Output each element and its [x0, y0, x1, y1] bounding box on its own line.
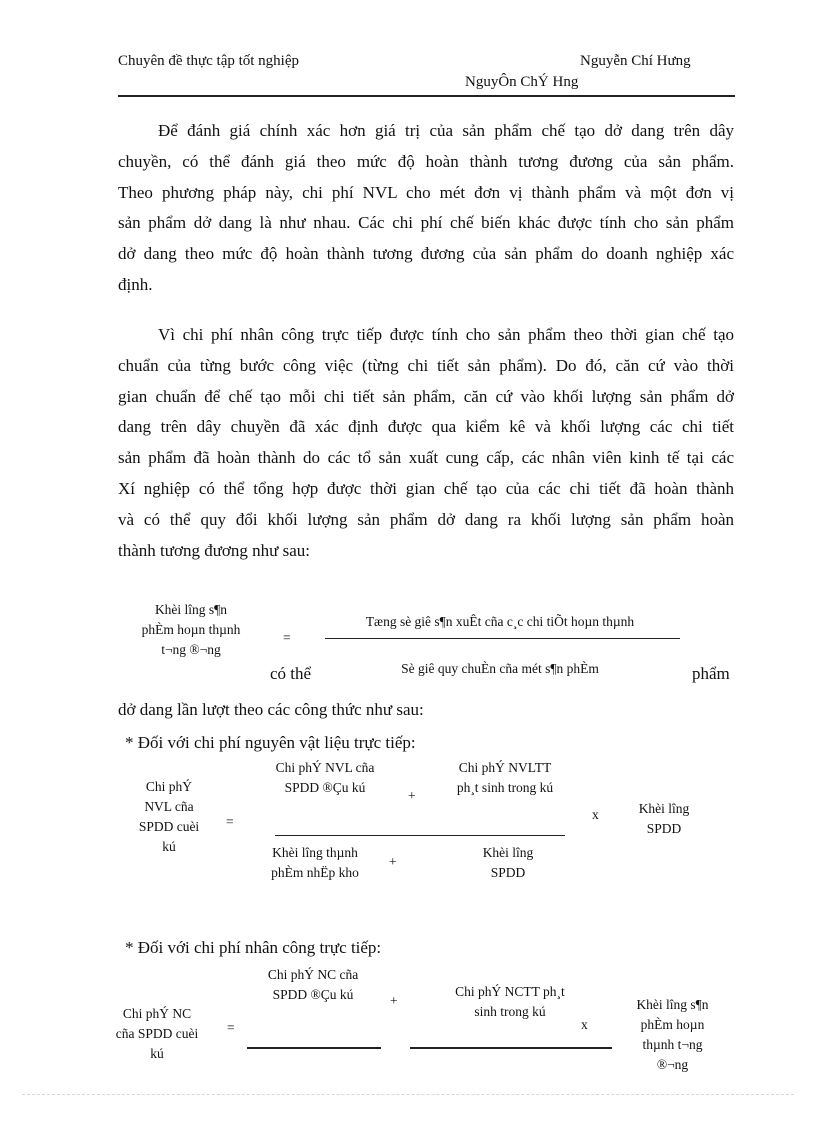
fraction-bar	[275, 835, 565, 836]
formula-text: Chi phÝ NVL cña	[275, 760, 375, 775]
header-left: Chuyên đề thực tập tốt nghiệp	[118, 53, 300, 69]
text-line: gian chuẩn để chế tạo mỗi chi tiết sản phẩm, căn cứ vào khối lượng sản phẩm dở	[118, 386, 734, 406]
formula2-plus-top: +	[408, 788, 416, 803]
fraction-bar	[410, 1047, 612, 1049]
text-line: Để đánh giá chính xác hơn giá trị của sản phẩm chế tạo dở dang trên dây	[158, 121, 734, 140]
formula3-lhs	[108, 1004, 206, 1064]
formula1-numerator: Tæng sè giê s¶n xuÊt cña c¸c chi tiÕt hoµn thµnh	[365, 614, 635, 629]
header-author-garbled: NguyÔn ChÝ Hng	[465, 74, 579, 90]
text-line: Xí nghiệp có thể tổng hợp được thời gian chế tạo của các chi tiết đã hoàn thành	[118, 478, 734, 498]
header-author: Nguyễn Chí Hưng	[580, 53, 691, 69]
formula-text: SPDD	[490, 865, 526, 880]
text-line: chuyền, có thể đánh giá theo mức độ hoàn thành tương đương của sản phẩm.	[118, 151, 734, 171]
formula-text: Chi phÝ NCTT ph¸t	[455, 984, 565, 999]
formula1-equals: =	[283, 630, 291, 645]
formula2-den-b	[460, 843, 556, 883]
formula3-plus-top: +	[390, 993, 398, 1008]
formula2-equals: =	[226, 814, 234, 829]
formula-text: SPDD cuèi	[138, 819, 200, 834]
header-rule	[118, 95, 735, 97]
formula3-num-a	[245, 965, 381, 1005]
formula-text: Khèi lîng	[638, 801, 690, 816]
formula-text: phÈm nhËp kho	[271, 865, 359, 880]
formula2-rhs	[625, 799, 703, 839]
text-line: chuẩn của từng bước công việc (từng chi tiết sản phẩm). Do đó, căn cứ vào thời	[118, 355, 734, 375]
text-line: thành tương đương như sau:	[118, 540, 310, 560]
formula-text: phÈm hoµn	[640, 1017, 705, 1032]
formula-text: Chi phÝ NVLTT	[458, 760, 552, 775]
section-title-materials: * Đối với chi phí nguyên vật liệu trực tiếp:	[125, 733, 416, 752]
formula-text: kú	[150, 1046, 164, 1061]
formula-text: thµnh t¬ng	[642, 1037, 703, 1052]
formula1-denominator: Sè giê quy chuÈn cña mét s¶n phÈm	[401, 661, 599, 676]
formula-text: SPDD ®Çu kú	[272, 987, 354, 1002]
text-line: Theo phương pháp này, chi phí NVL cho mét đơn vị thành phẩm và một đơn vị	[118, 182, 734, 202]
paragraph-1	[118, 116, 734, 301]
formula-text: NVL cña	[144, 799, 194, 814]
formula-text: SPDD ®Çu kú	[284, 780, 366, 795]
formula-text: Khèi lîng thµnh	[272, 845, 358, 860]
fraction-bar	[325, 638, 680, 639]
formula-text: cña SPDD cuèi	[115, 1026, 199, 1041]
fragment-pham: phẩm	[692, 664, 730, 683]
formula1-lhs	[122, 600, 260, 660]
formula-text: SPDD	[646, 821, 682, 836]
formula2-times: x	[592, 807, 599, 822]
formula-text: kú	[162, 839, 176, 854]
fragment-co-the: có thể	[270, 664, 312, 683]
text-line: sản phẩm đã hoàn thành do các tổ sản xuất cung cấp, các nhân viên kinh tế tại các	[118, 448, 734, 468]
text-line: Vì chi phí nhân công trực tiếp được tính cho sản phẩm theo thời gian chế tạo	[158, 325, 734, 344]
text-line: dở dang theo mức độ hoàn thành tương đương của sản phẩm do doanh nghiệp xác	[118, 244, 734, 264]
formula2-lhs	[124, 777, 214, 857]
formula2-plus-bottom: +	[389, 854, 397, 869]
text-line: định.	[118, 274, 153, 294]
paragraph-2	[118, 320, 734, 566]
formula3-num-b	[420, 982, 600, 1022]
formula-text: Khèi lîng s¶n	[154, 602, 228, 617]
formula2-num-a	[255, 758, 395, 798]
formula-text: Khèi lîng s¶n	[636, 997, 709, 1012]
formula-text: Chi phÝ	[145, 779, 193, 794]
page-bottom-rule	[22, 1094, 794, 1095]
text-line: dở dang lần lượt theo các công thức như sau:	[118, 700, 424, 719]
formula3-equals: =	[227, 1020, 235, 1035]
text-line: dang trên dây chuyền đã xác định được qua kiểm kê và khối lượng các chi tiết	[118, 417, 734, 437]
formula-text: sinh trong kú	[474, 1004, 546, 1019]
formula2-num-b	[435, 758, 575, 798]
formula-text: ®¬ng	[656, 1057, 689, 1072]
formula-text: Chi phÝ NC cña	[267, 967, 359, 982]
text-line: và có thể quy đổi khối lượng sản phẩm dở dang ra khối lượng sản phẩm hoàn	[118, 509, 734, 529]
formula-text: Chi phÝ NC	[122, 1006, 192, 1021]
formula2-den-a	[250, 843, 380, 883]
formula-text: t¬ng ®¬ng	[161, 642, 221, 657]
formula-text: ph¸t sinh trong kú	[456, 780, 554, 795]
text-line: sản phẩm dở dang là như nhau. Các chi phí chế biến khác được tính cho sản phẩm	[118, 213, 734, 233]
formula-text: phÈm hoµn thµnh	[141, 622, 241, 637]
formula3-rhs	[620, 995, 725, 1075]
section-title-labor: * Đối với chi phí nhân công trực tiếp:	[125, 938, 382, 957]
formula3-times: x	[581, 1017, 588, 1032]
formula-text: Khèi lîng	[482, 845, 534, 860]
fraction-bar	[247, 1047, 381, 1049]
